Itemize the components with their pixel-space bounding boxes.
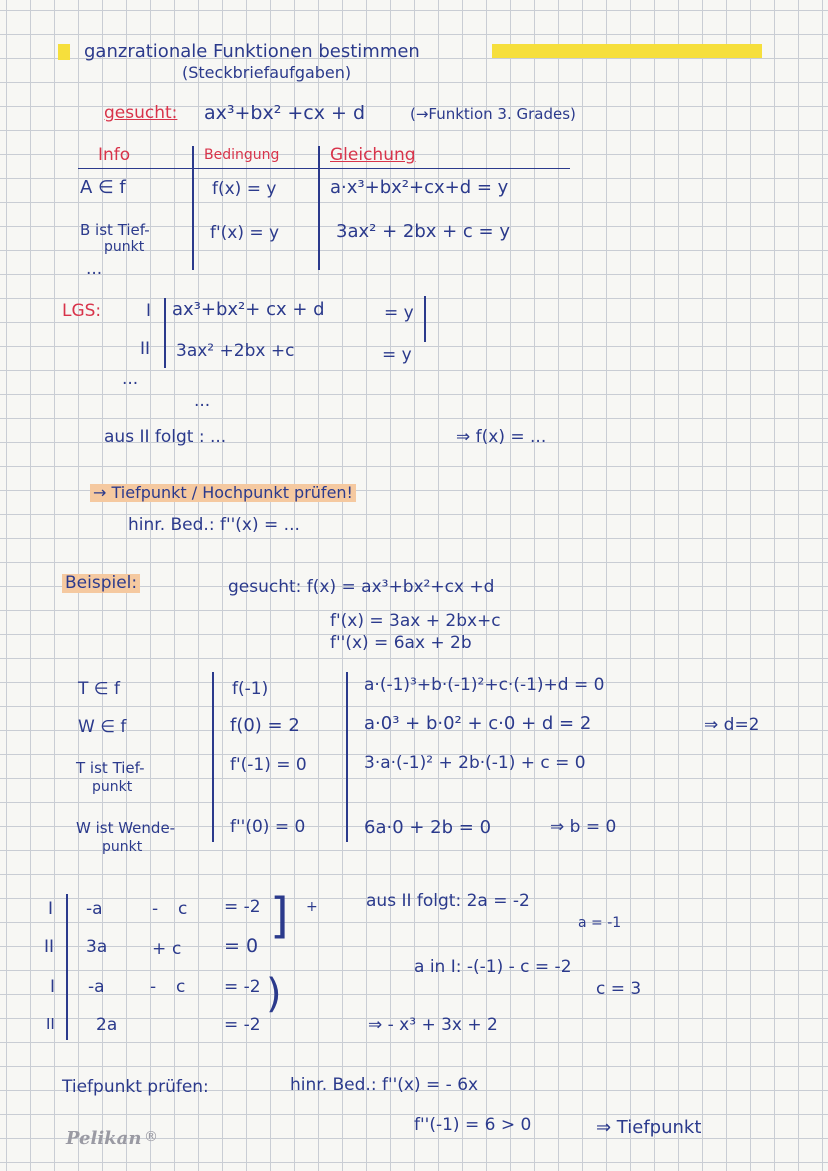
system-bracket-icon: ) <box>266 971 282 1017</box>
search-label: gesucht: <box>104 103 178 123</box>
system-term: c <box>172 939 182 959</box>
table-cell: a·(-1)³+b·(-1)²+c·(-1)+d = 0 <box>364 675 605 695</box>
system-rhs: = 0 <box>224 935 259 957</box>
title-highlight <box>58 44 70 60</box>
table-cell: 3·a·(-1)² + 2b·(-1) + c = 0 <box>364 753 586 773</box>
table-cell: 3ax² + 2bx + c = y <box>336 221 511 242</box>
solve-a-value: a = -1 <box>578 915 622 931</box>
lgs-roman: II <box>140 339 151 359</box>
system-rhs: = -2 <box>224 977 261 997</box>
system-term: c <box>178 899 188 919</box>
system-roman: I <box>48 899 54 919</box>
lgs-eq-result: = y <box>382 345 412 365</box>
solve-a-in-i: a in I: -(-1) - c = -2 <box>414 957 572 977</box>
lgs-label: LGS: <box>62 301 102 321</box>
table-cell: f(x) = y <box>212 179 277 199</box>
table-cell: f''(0) = 0 <box>230 817 306 837</box>
system-term: 3a <box>86 937 108 957</box>
system-plus: + <box>306 899 318 915</box>
table-header-divider <box>78 168 570 169</box>
system-term: - <box>150 977 157 997</box>
table-cell: f'(-1) = 0 <box>230 755 307 775</box>
system-term: + <box>152 939 167 959</box>
solve-final: ⇒ - x³ + 3x + 2 <box>368 1015 498 1035</box>
solve-follows: aus II folgt: 2a = -2 <box>366 891 530 911</box>
lgs-follows: aus II folgt : ... <box>104 427 227 447</box>
lgs-right-line <box>424 296 426 342</box>
search-formula: ax³+bx² +cx + d <box>204 102 366 124</box>
table-divider-1 <box>192 146 194 270</box>
lgs-result: ⇒ f(x) = ... <box>456 427 547 447</box>
system-term: - <box>152 899 159 919</box>
table-cell: a·0³ + b·0² + c·0 + d = 2 <box>364 713 592 734</box>
check-label: Tiefpunkt prüfen: <box>62 1077 209 1097</box>
example-derivative-2: f''(x) = 6ax + 2b <box>330 633 472 653</box>
table-head-info: Info <box>98 145 131 165</box>
lgs-eq-result: = y <box>384 303 414 323</box>
lgs-eq: 3ax² +2bx +c <box>176 341 295 361</box>
example-divider-2 <box>346 672 348 842</box>
check-result: ⇒ Tiefpunkt <box>596 1117 702 1138</box>
table-cell: 6a·0 + 2b = 0 <box>364 817 492 838</box>
table-cell: f(0) = 2 <box>230 715 300 736</box>
lgs-divider <box>164 298 166 368</box>
lgs-dots: ... <box>122 369 139 389</box>
system-roman: I <box>50 977 56 997</box>
title-highlight-bar <box>492 44 762 58</box>
system-divider <box>66 894 68 1040</box>
table-row: ... <box>86 259 103 279</box>
page-title: ganzrationale Funktionen bestimmen <box>84 41 420 62</box>
system-roman: II <box>44 937 55 957</box>
table-cell-note: ⇒ d=2 <box>704 715 760 735</box>
table-row: T ist Tief- <box>76 759 145 777</box>
brand-logo: Pelikan <box>66 1128 142 1149</box>
table-head-condition: Bedingung <box>204 147 280 163</box>
table-row: T ∈ f <box>78 679 120 699</box>
sufficient-condition: hinr. Bed.: f''(x) = ... <box>128 515 300 535</box>
search-note: (→Funktion 3. Grades) <box>410 105 576 123</box>
table-head-equation: Gleichung <box>330 145 416 165</box>
example-divider-1 <box>212 672 214 842</box>
system-rhs: = -2 <box>224 1015 261 1035</box>
table-row-info-cont: punkt <box>92 779 133 795</box>
lgs-roman: I <box>146 301 152 321</box>
table-divider-2 <box>318 146 320 270</box>
table-cell: f'(x) = y <box>210 223 280 243</box>
system-term: -a <box>88 977 105 997</box>
system-bracket-icon: ] <box>270 888 289 944</box>
check-value: f''(-1) = 6 > 0 <box>414 1115 532 1135</box>
table-row: W ∈ f <box>78 717 127 737</box>
example-search: gesucht: f(x) = ax³+bx²+cx +d <box>228 577 495 597</box>
lgs-eq: ax³+bx²+ cx + d <box>172 299 325 320</box>
solve-c-value: c = 3 <box>596 979 642 999</box>
check-condition: hinr. Bed.: f''(x) = - 6x <box>290 1075 479 1095</box>
table-row: W ist Wende- <box>76 819 176 837</box>
table-row: B ist Tief- <box>80 221 150 239</box>
lgs-dots: ... <box>194 391 211 411</box>
check-note: → Tiefpunkt / Hochpunkt prüfen! <box>90 484 356 502</box>
table-cell-note: ⇒ b = 0 <box>550 817 617 837</box>
system-roman: II <box>46 1015 55 1033</box>
example-derivative-1: f'(x) = 3ax + 2bx+c <box>330 611 501 631</box>
table-row-info-cont: punkt <box>104 239 145 255</box>
system-term: c <box>176 977 186 997</box>
example-label: Beispiel: <box>62 574 140 593</box>
system-rhs: = -2 <box>224 897 261 917</box>
table-cell: a·x³+bx²+cx+d = y <box>330 177 509 198</box>
table-row: A ∈ f <box>80 177 126 198</box>
system-term: 2a <box>96 1015 118 1035</box>
system-term: -a <box>86 899 103 919</box>
table-cell: f(-1) <box>232 679 269 699</box>
table-row-info-cont: punkt <box>102 839 143 855</box>
page-subtitle: (Steckbriefaufgaben) <box>182 63 352 82</box>
registered-icon: ® <box>144 1129 158 1145</box>
